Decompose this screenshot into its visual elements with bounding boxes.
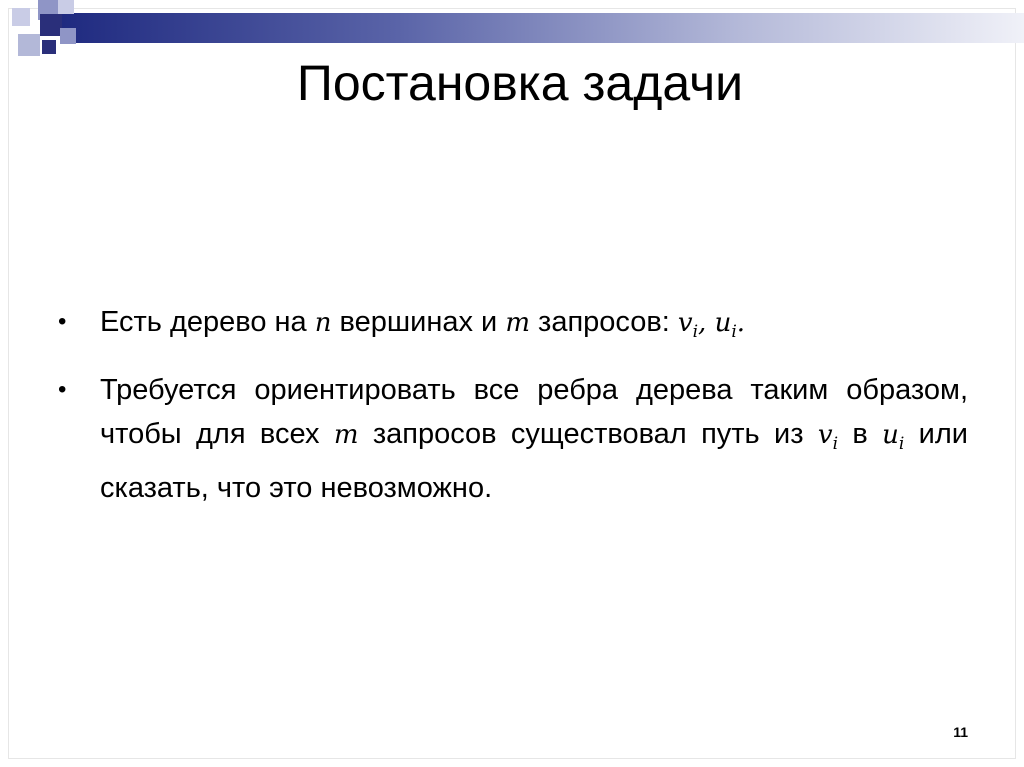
math-punct: , <box>698 308 715 338</box>
math-variable: m <box>505 308 530 338</box>
bullet-item <box>58 300 968 354</box>
math-variable: n <box>314 308 332 338</box>
math-variable: $u_i$ <box>882 420 905 455</box>
bullet-marker: • <box>58 376 67 404</box>
bullet-marker: • <box>58 308 67 335</box>
math-variable: m <box>333 420 359 451</box>
bullet-text: в <box>838 418 883 451</box>
header-gradient-bar <box>62 13 1024 43</box>
page-number: 11 <box>953 724 968 740</box>
deco-square <box>58 0 74 14</box>
math-punct: . <box>736 308 746 338</box>
deco-square <box>40 14 62 36</box>
deco-square <box>12 8 30 26</box>
bullet-list <box>58 300 968 524</box>
deco-square <box>42 40 56 54</box>
bullet-text: Требуется ориентировать все ребра дерева таким образом, чтобы для всех <box>100 374 968 451</box>
math-variable: $v_i$ <box>817 420 839 455</box>
bullet-text: вершинах и <box>331 306 506 338</box>
bullet-text: запросов: <box>529 306 678 338</box>
math-variable: $u_i$ <box>714 308 737 343</box>
bullet-item <box>58 368 968 510</box>
bullet-text: Есть дерево на <box>100 306 315 338</box>
deco-square <box>18 34 40 56</box>
bullet-text: запросов существовал путь из <box>358 418 818 451</box>
bullet-text: или сказать, что это невозможно. <box>100 418 969 505</box>
deco-square <box>60 28 76 44</box>
math-variable: $v_i$ <box>677 308 699 343</box>
slide-title: Постановка задачи <box>296 55 744 111</box>
